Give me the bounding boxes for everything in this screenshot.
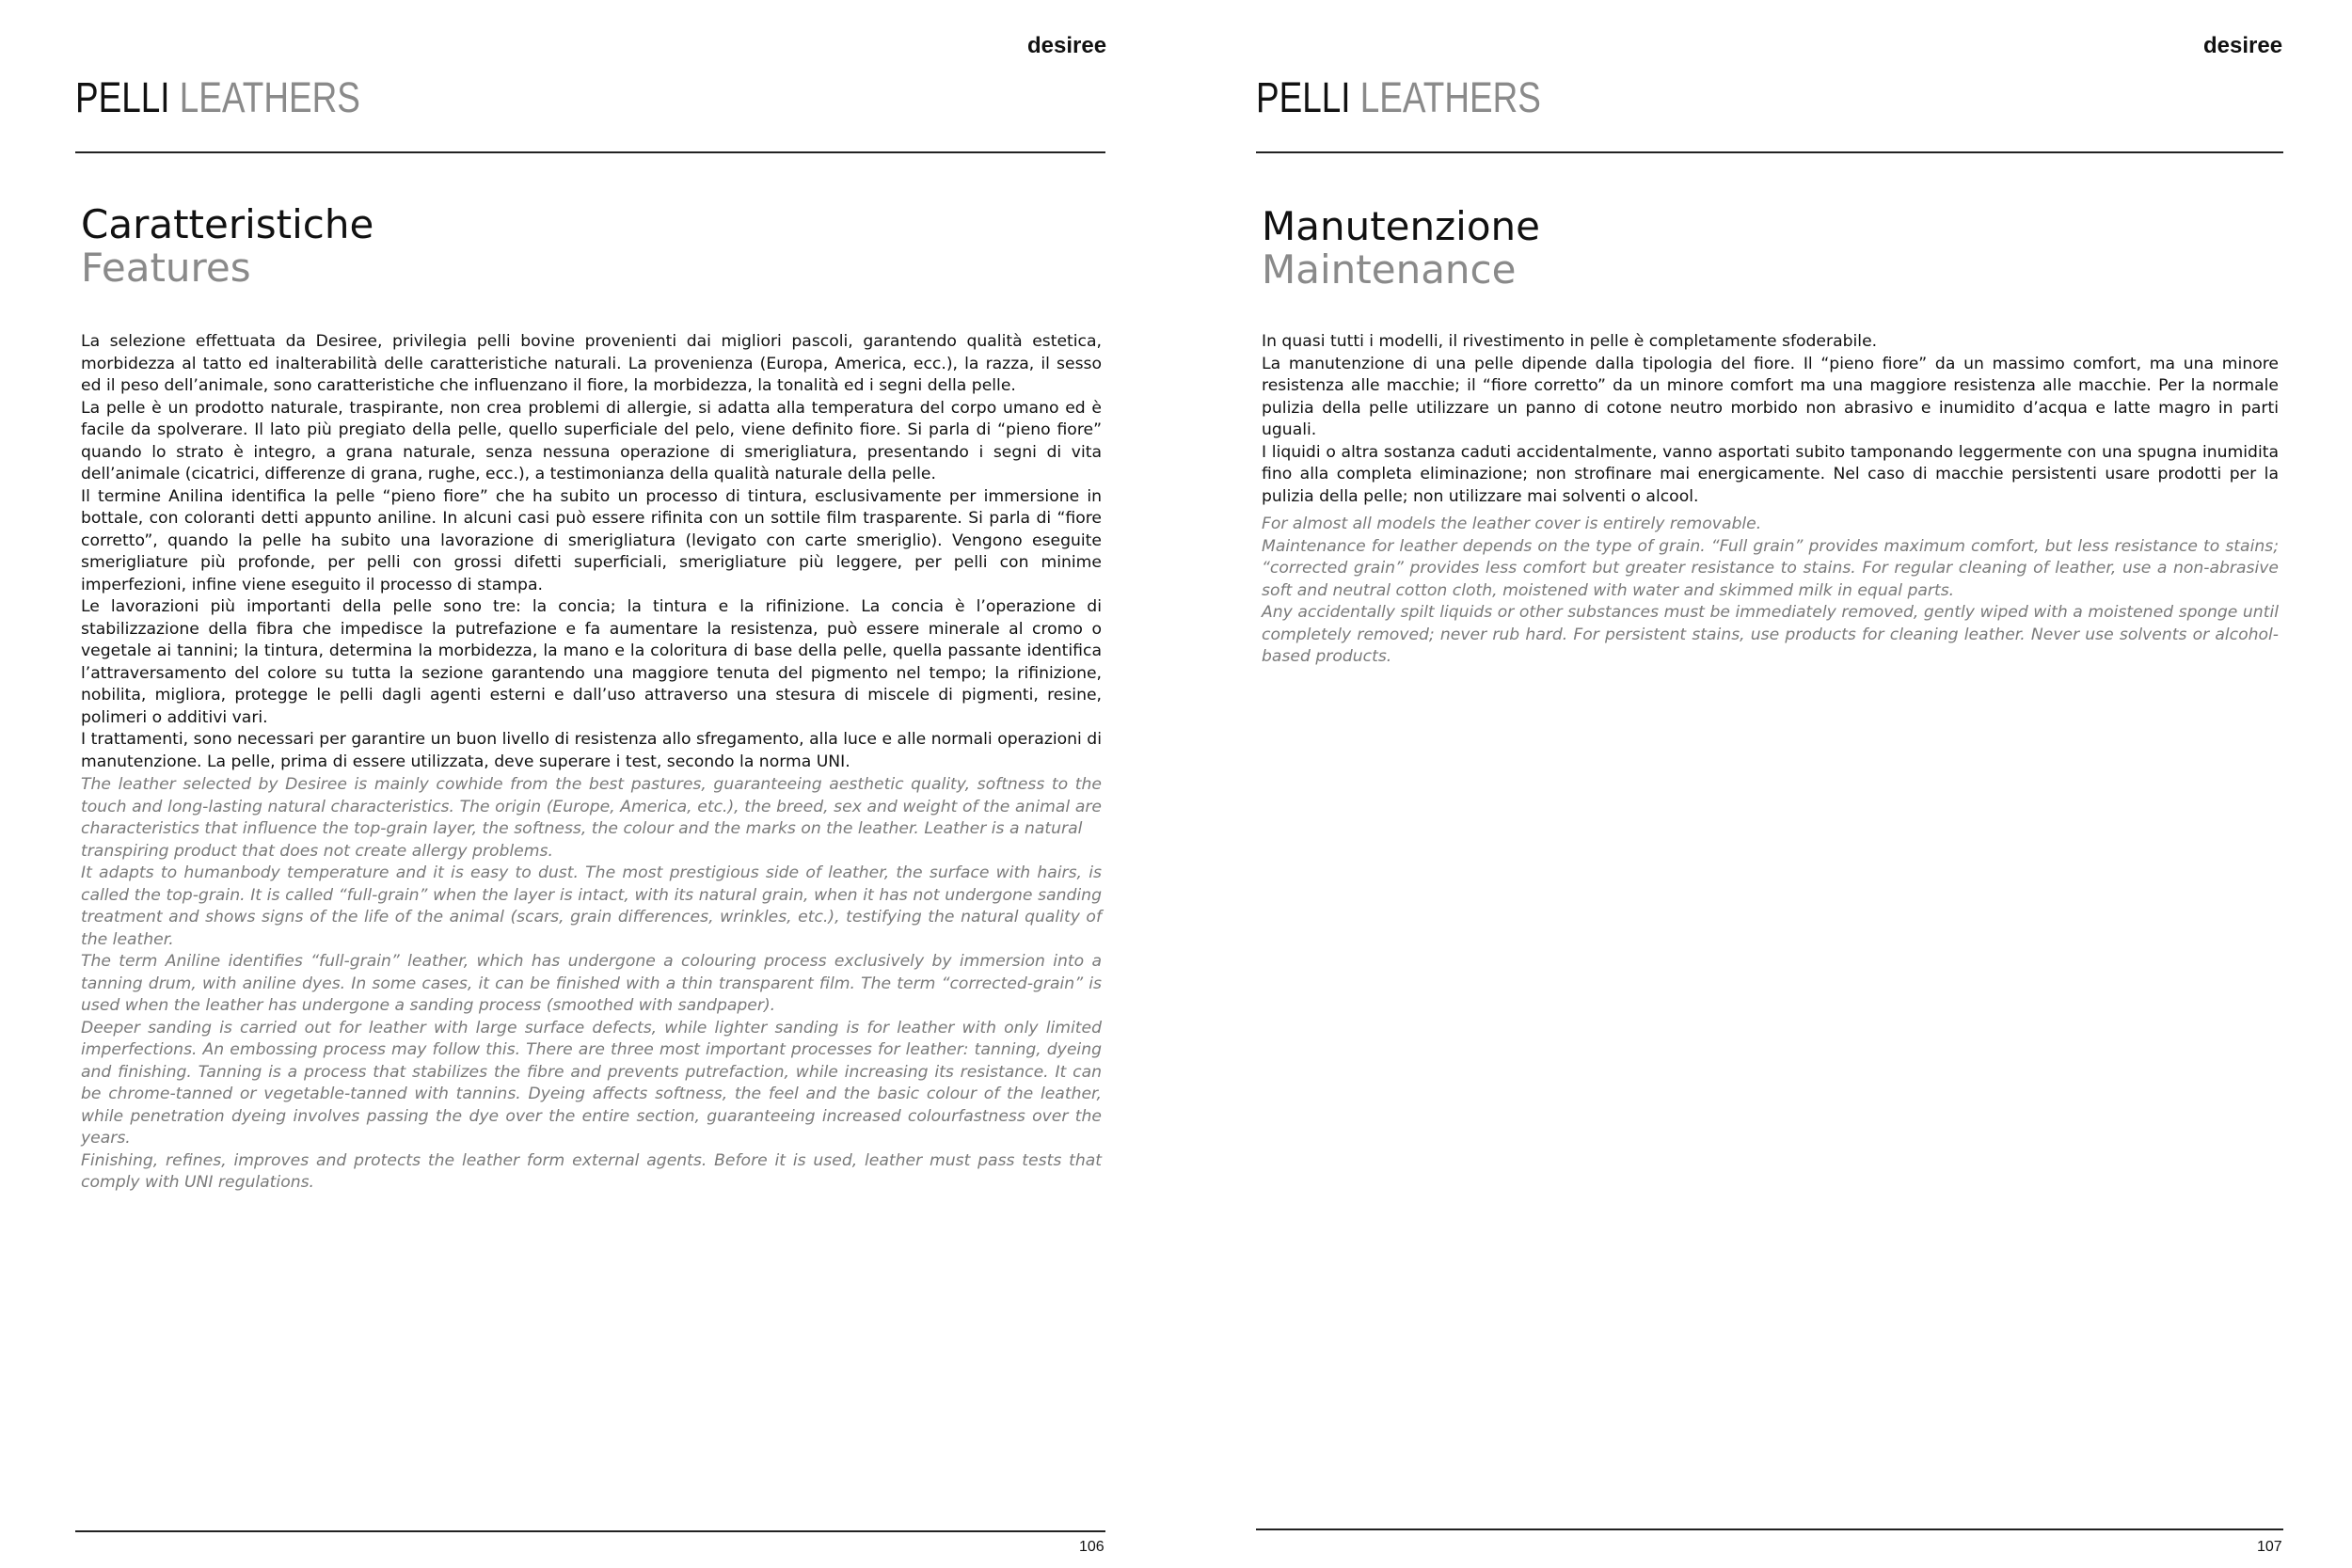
paragraph: Le lavorazioni più importanti della pelle sono tre: la concia; la tintura e la rifinizione. La concia è l’operazione di stabilizzazione della fibra che impedisce la putrefazione e fa aumentare la resistenza, può essere minerale al cromo o vegetale ai tannini; la tintura, determina la morbidezza, la mano e la coloritura di base della pelle, quella passante identifica l’attraversamento del colore su tutta la sezione garantendo una maggiore tenuta del pigmento nel tempo; la rifinizione, nobilita, migliora, protegge le pelli dagli agenti esterni e dall’uso attraverso una stesura di miscele di pigmenti, resine, polimeri o additivi vari. [81, 597, 1102, 727]
paragraph: For almost all models the leather cover is entirely removable. [1262, 515, 1762, 533]
page-subheading: Maintenance [1262, 246, 1517, 293]
paragraph: La selezione effettuata da Desiree, privilegia pelli bovine provenienti dai migliori pascoli, garantendo qualità estetica, morbidezza al tatto ed inalterabilità delle caratteristiche naturali. La provenienza (Europa, America, ecc.), la razza, il sesso ed il peso dell’animale, sono caratteristiche che influenzano il fiore, la morbidezza, la tonalità ed i segni della pelle. [81, 332, 1102, 395]
paragraph: Maintenance for leather depends on the type of grain. “Full grain” provides maximum comfort, but less resistance to stains; “corrected grain” provides less comfort but greater resistance to stains. For regular cleaning of leather, use a non-abrasive soft and neutral cotton cloth, moistened with water and skimmed milk in equal parts. [1262, 536, 2279, 600]
page-heading: Manutenzione [1262, 203, 1541, 249]
header-divider [1256, 151, 2283, 153]
section-title-it: PELLI [75, 73, 170, 121]
english-text [81, 774, 1102, 1195]
footer-divider [75, 1530, 1105, 1532]
footer-divider [1256, 1528, 2283, 1530]
section-title-it: PELLI [1256, 73, 1351, 121]
paragraph: The leather selected by Desiree is mainly cowhide from the best pastures, guaranteeing aesthetic quality, softness to the touch and long-lasting natural characteristics. The origin (Europe, America, etc.), the breed, sex and weight of the animal are characteristics that influence the top-grain layer, the softness, the colour and the marks on the leather. Leather is a natural [81, 775, 1102, 838]
header-divider [75, 151, 1105, 153]
paragraph: It adapts to humanbody temperature and it is easy to dust. The most prestigious side of leather, the surface with hairs, is called the top-grain. It is called “full-grain” when the layer is intact, with its natural grain, when it has not undergone sanding treatment and shows signs of the life of the animal (scars, grain differences, wrinkles, etc.), testifying the natural quality of the leather. [81, 863, 1102, 949]
brand-logo: desiree [1027, 33, 1107, 58]
section-title-en: LEATHERS [179, 73, 360, 121]
paragraph: Deeper sanding is carried out for leather with large surface defects, while lighter sanding is for leather with only limited imperfections. An embossing process may follow this. There are three most important processes for leather: tanning, dyeing and finishing. Tanning is a process that stabilizes the fibre and prevents putrefaction, while increasing its resistance. It can be chrome-tanned or vegetable-tanned with tannins. Dyeing affects softness, the feel and the basic colour of the leather, while penetration dyeing involves passing the dye over the entire section, guaranteeing increased colourfastness over the years. [81, 1018, 1102, 1148]
italian-text [1262, 331, 2279, 508]
paragraph: La manutenzione di una pelle dipende dalla tipologia del fiore. Il “pieno fiore” da un massimo comfort, ma una minore resistenza alle macchie; il “fiore corretto” da un minore comfort ma una maggiore resistenza alle macchie. Per la normale pulizia della pelle utilizzare un panno di cotone neutro morbido non abrasivo e inumidito d’acqua e latte magro in parti uguali. [1262, 354, 2279, 439]
page-heading: Caratteristiche [81, 201, 374, 247]
page-subheading: Features [81, 245, 251, 291]
paragraph: Il termine Anilina identifica la pelle “pieno fiore” che ha subito un processo di tintura, esclusivamente per immersione in bottale, con coloranti detti appunto aniline. In alcuni casi può essere rifinita con un sottile film trasparente. Si parla di “fiore corretto”, quando la pelle ha subito una lavorazione di smerigliatura (levigato con carte smeriglio). Vengono eseguite smerigliature più profonde, per pelli con grossi difetti superficiali, smerigliature più leggere, per pelli con minime imperfezioni, infine viene eseguito il processo di stampa. [81, 486, 1102, 594]
english-text [1262, 514, 2279, 669]
paragraph: The term Aniline identifies “full-grain” leather, which has undergone a colouring process exclusively by immersion into a tanning drum, with aniline dyes. In some cases, it can be finished with a thin transparent film. The term “corrected-grain” is used when the leather has undergone a sanding process (smoothed with sandpaper). [81, 952, 1102, 1015]
section-title-en: LEATHERS [1359, 73, 1541, 121]
italian-text [81, 331, 1102, 773]
paragraph: La pelle è un prodotto naturale, traspirante, non crea problemi di allergie, si adatta alla temperatura del corpo umano ed è facile da spolverare. Il lato più pregiato della pelle, quello superficiale del pelo, viene definito fiore. Si parla di “pieno fiore” quando lo strato è integro, a grana naturale, senza nessuna operazione di smerigliatura, presentando i segni di vita dell’animale (cicatrici, differenze di grana, rughe, ecc.), a testimonianza della qualità naturale della pelle. [81, 398, 1102, 483]
paragraph: In quasi tutti i modelli, il rivestimento in pelle è completamente sfoderabile. [1262, 332, 1878, 351]
section-title [1256, 71, 1541, 124]
page-number: 106 [1079, 1539, 1104, 1555]
paragraph: I trattamenti, sono necessari per garantire un buon livello di resistenza allo sfregamento, alla luce e alle normali operazioni di manutenzione. La pelle, prima di essere utilizzata, deve superare i test, secondo la norma UNI. [81, 730, 1102, 771]
section-title [75, 71, 360, 124]
paragraph: I liquidi o altra sostanza caduti accidentalmente, vanno asportati subito tamponando leggermente con una spugna inumidita fino alla completa eliminazione; non strofinare mai energicamente. Nel caso di macchie persistenti usare prodotti per la pulizia della pelle; non utilizzare mai solventi o alcool. [1262, 442, 2279, 506]
right-page [1176, 0, 2352, 1568]
paragraph: Finishing, refines, improves and protects the leather form external agents. Before it is used, leather must pass tests that comply with UNI regulations. [81, 1150, 1102, 1192]
page-number: 107 [2257, 1539, 2282, 1555]
brand-logo: desiree [2203, 33, 2283, 58]
paragraph: Any accidentally spilt liquids or other substances must be immediately removed, gently wiped with a moistened sponge until completely removed; never rub hard. For persistent stains, use products for cleaning leather. Never use solvents or alcohol-based products. [1262, 603, 2279, 666]
paragraph: transpiring product that does not create allergy problems. [81, 841, 553, 861]
